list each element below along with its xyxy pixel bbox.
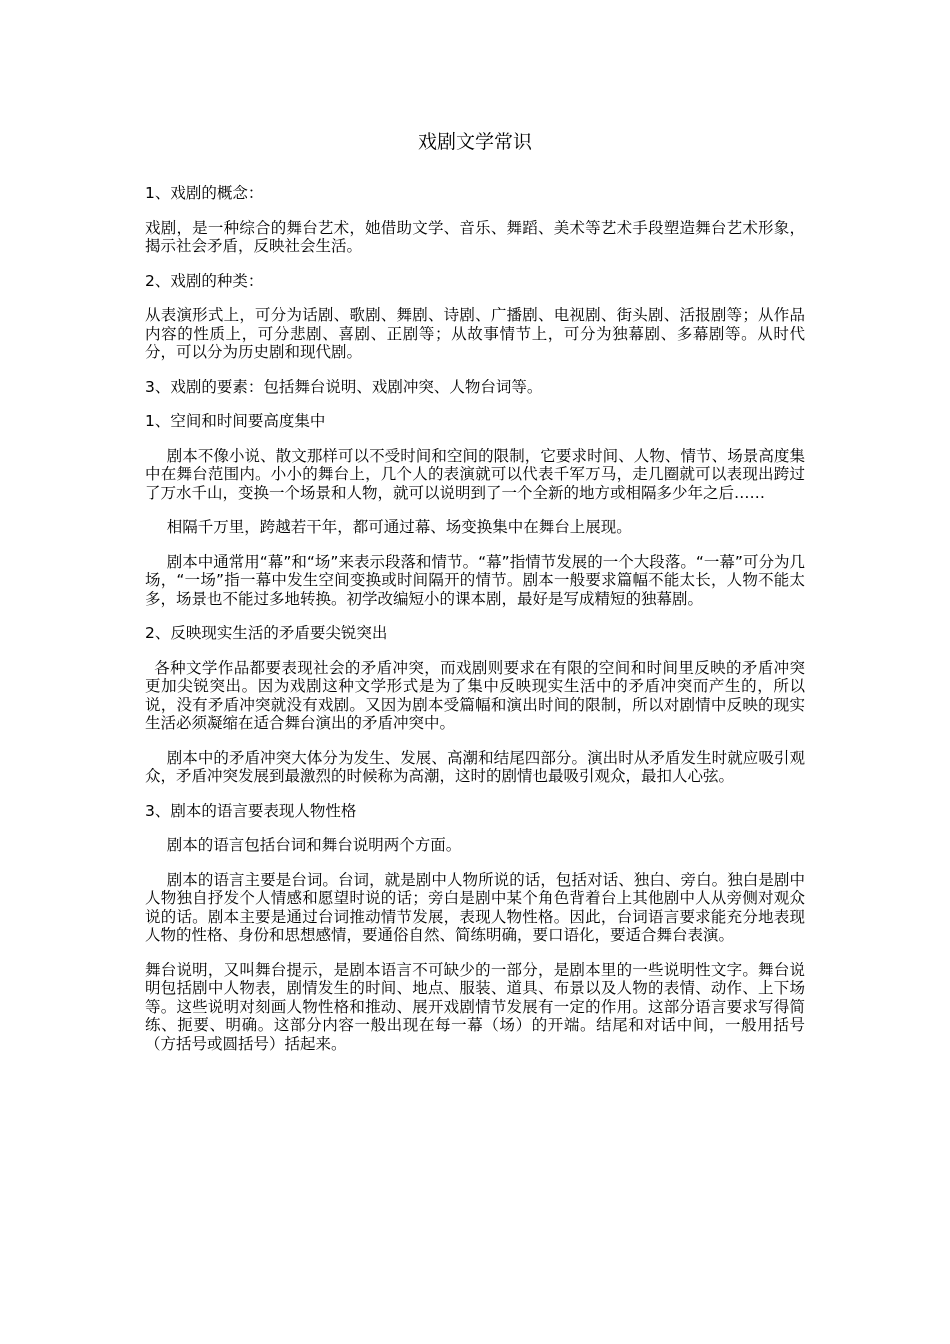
section-heading-concept: 1、戏剧的概念： <box>145 184 264 202</box>
paragraph-acts-scenes: 剧本中通常用“幕”和“场”来表示段落和情节。“幕”指情节发展的一个大段落。“一幕”可分为几场，“一场”指一幕中发生空间变换或时间隔开的情节。剧本一般要求篇幅不能太长，人物不能太多，场景也不能过多地转换。初学改编短小的课本剧，最好是写成精短的独幕剧。 <box>145 552 805 608</box>
paragraph-conflict-2: 剧本中的矛盾冲突大体分为发生、发展、高潮和结尾四部分。演出时从矛盾发生时就应吸引观众，矛盾冲突发展到最激烈的时候称为高潮，这时的剧情也最吸引观众，最扣人心弦。 <box>145 748 805 785</box>
paragraph-conflict-1: 各种文学作品都要表现社会的矛盾冲突，而戏剧则要求在有限的空间和时间里反映的矛盾冲突更加尖锐突出。因为戏剧这种文学形式是为了集中反映现实生活中的矛盾冲突而产生的，所以说，没有矛盾冲突就没有戏剧。又因为剧本受篇幅和演出时间的限制，所以对剧情中反映的现实生活必须凝缩在适合舞台演出的矛盾冲突中。 <box>145 658 805 732</box>
subheading-language: 3、剧本的语言要表现人物性格 <box>145 801 357 820</box>
document-title: 戏剧文学常识 <box>417 131 532 153</box>
subheading-conflict: 2、反映现实生活的矛盾要尖锐突出 <box>145 624 388 642</box>
paragraph-space-time-2: 相隔千万里，跨越若干年，都可通过幕、场变换集中在舞台上展现。 <box>166 518 632 536</box>
paragraph-types: 从表演形式上，可分为话剧、歌剧、舞剧、诗剧、广播剧、电视剧、街头剧、活报剧等；从作品内容的性质上，可分悲剧、喜剧、正剧等；从故事情节上，可分为独幕剧、多幕剧等。从时代分，可以分为历史剧和现代剧。 <box>145 306 805 361</box>
paragraph-stage-directions: 舞台说明，又叫舞台提示，是剧本语言不可缺少的一部分，是剧本里的一些说明性文字。舞台说明包括剧中人物表，剧情发生的时间、地点、服装、道具、布景以及人物的表情、动作、上下场等。这些说明对刻画人物性格和推动、展开戏剧情节发展有一定的作用。这部分语言要求写得简练、扼要、明确。这部分内容一般出现在每一幕（场）的开端。结尾和对话中间，一般用括号（方括号或圆括号）括起来。 <box>145 960 805 1053</box>
paragraph-language-2: 剧本的语言主要是台词。台词，就是剧中人物所说的话，包括对话、独白、旁白。独白是剧中人物独自抒发个人情感和愿望时说的话；旁白是剧中某个角色背着台上其他剧中人从旁侧对观众说的话。剧本主要是通过台词推动情节发展，表现人物性格。因此，台词语言要求能充分地表现人物的性格、身份和思想感情，要通俗自然、简练明确，要口语化，要适合舞台表演。 <box>145 870 805 944</box>
section-heading-elements: 3、戏剧的要素：包括舞台说明、戏剧冲突、人物台词等。 <box>145 377 543 396</box>
subheading-space-time: 1、空间和时间要高度集中 <box>145 412 326 430</box>
paragraph-language-1: 剧本的语言包括台词和舞台说明两个方面。 <box>166 836 462 854</box>
document-body <box>145 184 805 1069</box>
paragraph-concept: 戏剧，是一种综合的舞台艺术，她借助文学、音乐、舞蹈、美术等艺术手段塑造舞台艺术形象，揭示社会矛盾，反映社会生活。 <box>145 218 805 255</box>
paragraph-space-time-1: 剧本不像小说、散文那样可以不受时间和空间的限制，它要求时间、人物、情节、场景高度集中在舞台范围内。小小的舞台上，几个人的表演就可以代表千军万马，走几圈就可以表现出跨过了万水千山，变换一个场景和人物，就可以说明到了一个全新的地方或相隔多少年之后…… <box>145 446 805 502</box>
section-heading-types: 2、戏剧的种类： <box>145 271 264 290</box>
